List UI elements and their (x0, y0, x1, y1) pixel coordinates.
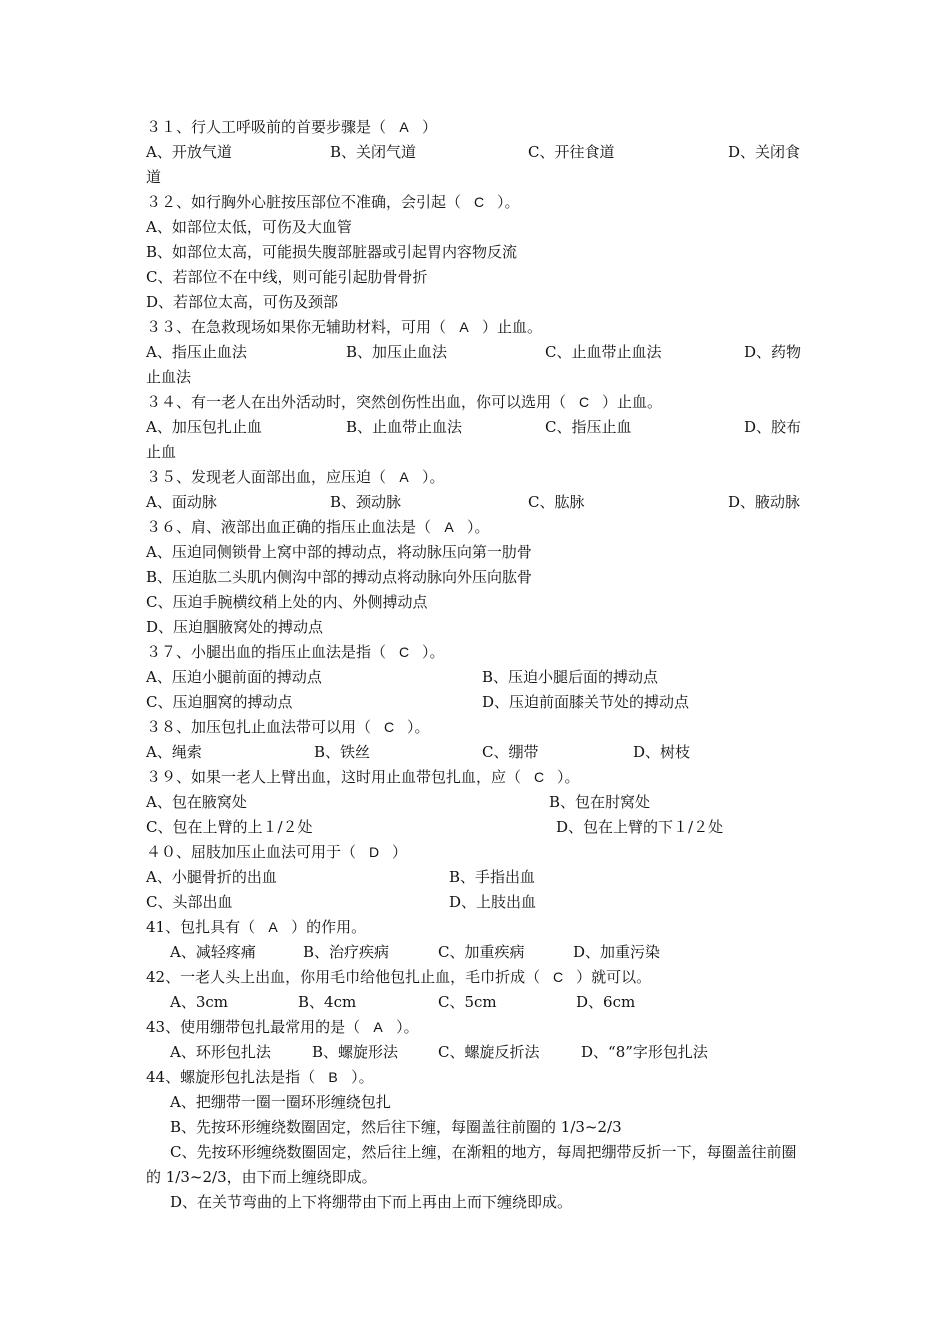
option-c: C、压迫手腕横纹稍上处的内、外侧搏动点 (146, 593, 428, 611)
answer-38: C (383, 719, 395, 735)
option-c: C、包在上臂的上１/２处 (146, 818, 313, 836)
question-38-options (146, 740, 810, 765)
option-a: A、环形包扎法 (170, 1043, 271, 1061)
question-39-stem: ３９、如果一老人上臂出血，这时用止血带包扎血，应（ C ）。 (146, 765, 580, 790)
answer-41: A (268, 919, 278, 935)
option-c: C、肱脉 (528, 493, 585, 511)
option-d: D、若部位太高，可伤及颈部 (146, 293, 339, 311)
question-37-options-row-2 (146, 690, 810, 715)
option-b: B、压迫小腿后面的搏动点 (482, 668, 659, 686)
option-d: D、树枝 (633, 743, 691, 761)
question-40-options-row-1 (146, 865, 810, 890)
option-b: B、颈动脉 (330, 493, 402, 511)
option-b: B、加压止血法 (346, 343, 448, 361)
answer-40: D (368, 844, 380, 860)
question-37-options-row-1 (146, 665, 810, 690)
option-b: B、压迫肱二头肌内侧沟中部的搏动点将动脉向外压向肱骨 (146, 568, 533, 586)
option-b: B、包在肘窝处 (549, 793, 651, 811)
option-d: D、加重污染 (573, 943, 661, 961)
option-d: D、压迫腘腋窝处的搏动点 (146, 618, 324, 636)
question-39-options-row-1 (146, 790, 810, 815)
question-41-stem: 41、包扎具有（ A ）的作用。 (146, 915, 366, 940)
option-a: A、把绷带一圈一圈环形缠绕包扎 (170, 1093, 391, 1111)
option-c: C、绷带 (482, 743, 539, 761)
option-d: D、6cm (576, 993, 636, 1011)
option-d: D、胶布 (744, 418, 802, 436)
option-b: B、治疗疾病 (303, 943, 390, 961)
question-39-options-row-2 (146, 815, 810, 840)
answer-44: B (328, 1069, 338, 1085)
option-b: B、铁丝 (314, 743, 371, 761)
answer-33: A (459, 319, 469, 335)
option-c: C、止血带止血法 (545, 343, 662, 361)
question-43-options (170, 1040, 810, 1065)
option-c: C、先按环形缠绕数圈固定，然后往上缠，在渐粗的地方，每周把绷带反折一下，每圈盖往前圈的 1/3~2/3，由下而上缠绕即成。 (146, 1143, 797, 1186)
answer-39: C (533, 769, 545, 785)
option-d: D、在关节弯曲的上下将绷带由下而上再由上而下缠绕即成。 (170, 1193, 573, 1211)
option-c: C、头部出血 (146, 893, 233, 911)
option-b: B、螺旋形法 (312, 1043, 399, 1061)
question-34-options (146, 415, 810, 440)
question-34-stem: ３４、有一老人在出外活动时，突然创伤性出血，你可以选用（ C ）止血。 (146, 390, 662, 415)
answer-37: C (398, 644, 410, 660)
question-32-stem: ３２、如行胸外心脏按压部位不准确，会引起（ C ）。 (146, 190, 520, 215)
question-33-options (146, 340, 810, 365)
option-c: C、开往食道 (528, 143, 615, 161)
answer-42: C (553, 969, 564, 985)
answer-34: C (578, 394, 590, 410)
question-40-stem: ４０、屈肢加压止血法可用于（ D ） (146, 840, 407, 865)
question-44-stem: 44、螺旋形包扎法是指（ B ）。 (146, 1065, 374, 1090)
option-c: C、指压止血 (545, 418, 632, 436)
question-42-stem: 42、一老人头上出血，你用毛巾给他包扎止血，毛巾折成（ C ）就可以。 (146, 965, 651, 990)
question-31-stem: ３１、行人工呼吸前的首要步骤是（ A ） (146, 115, 437, 140)
option-b: B、4cm (298, 993, 357, 1011)
option-a: A、面动脉 (146, 493, 217, 511)
question-41-options (170, 940, 810, 965)
option-c: C、5cm (438, 993, 497, 1011)
option-d: D、药物 (744, 343, 802, 361)
answer-31: A (399, 119, 409, 135)
option-b: B、止血带止血法 (346, 418, 463, 436)
question-42-options (170, 990, 810, 1015)
option-a: A、压迫同侧锁骨上窝中部的搏动点，将动脉压向第一肋骨 (146, 543, 532, 561)
option-b: B、关闭气道 (330, 143, 417, 161)
question-37-stem: ３７、小腿出血的指压止血法是指（ C ）。 (146, 640, 445, 665)
option-a: A、指压止血法 (146, 343, 247, 361)
option-d: D、腋动脉 (728, 493, 801, 511)
option-c: C、螺旋反折法 (438, 1043, 540, 1061)
answer-32: C (473, 194, 485, 210)
question-36-stem: ３６、肩、液部出血正确的指压止血法是（ A ）。 (146, 515, 490, 540)
answer-43: A (373, 1019, 383, 1035)
option-c: C、加重疾病 (438, 943, 525, 961)
question-35-stem: ３５、发现老人面部出血，应压迫（ A ）。 (146, 465, 445, 490)
option-d: D、包在上臂的下１/２处 (556, 818, 724, 836)
option-a: A、开放气道 (146, 143, 232, 161)
option-d-wrap: 道 (146, 168, 162, 186)
option-d-wrap: 止血 (146, 443, 177, 461)
option-b: B、先按环形缠绕数圈固定，然后往下缠，每圈盖往前圈的 1/3~2/3 (170, 1118, 622, 1136)
question-43-stem: 43、使用绷带包扎最常用的是（ A ）。 (146, 1015, 419, 1040)
option-a: A、加压包扎止血 (146, 418, 262, 436)
option-d: D、“8”字形包扎法 (581, 1043, 708, 1061)
option-b: B、手指出血 (449, 868, 536, 886)
answer-36: A (444, 519, 454, 535)
question-33-stem: ３３、在急救现场如果你无辅助材料，可用（ A ）止血。 (146, 315, 542, 340)
question-35-options (146, 490, 810, 515)
question-31-options (146, 140, 810, 165)
option-d: D、关闭食 (728, 143, 801, 161)
option-a: A、小腿骨折的出血 (146, 868, 277, 886)
question-40-options-row-2 (146, 890, 810, 915)
option-a: A、绳索 (146, 743, 202, 761)
option-b: B、如部位太高，可能损失腹部脏器或引起胃内容物反流 (146, 243, 518, 261)
option-c: C、若部位不在中线，则可能引起肋骨骨折 (146, 268, 428, 286)
option-a: A、包在腋窝处 (146, 793, 247, 811)
option-d-wrap: 止血法 (146, 368, 192, 386)
option-a: A、如部位太低，可伤及大血管 (146, 218, 352, 236)
option-d: D、压迫前面膝关节处的搏动点 (482, 693, 690, 711)
option-a: A、3cm (170, 993, 229, 1011)
option-d: D、上肢出血 (449, 893, 537, 911)
option-a: A、压迫小腿前面的搏动点 (146, 668, 322, 686)
option-a: A、减轻疼痛 (170, 943, 256, 961)
option-c: C、压迫腘窝的搏动点 (146, 693, 293, 711)
question-38-stem: ３８、加压包扎止血法带可以用（ C ）。 (146, 715, 430, 740)
answer-35: A (399, 469, 409, 485)
